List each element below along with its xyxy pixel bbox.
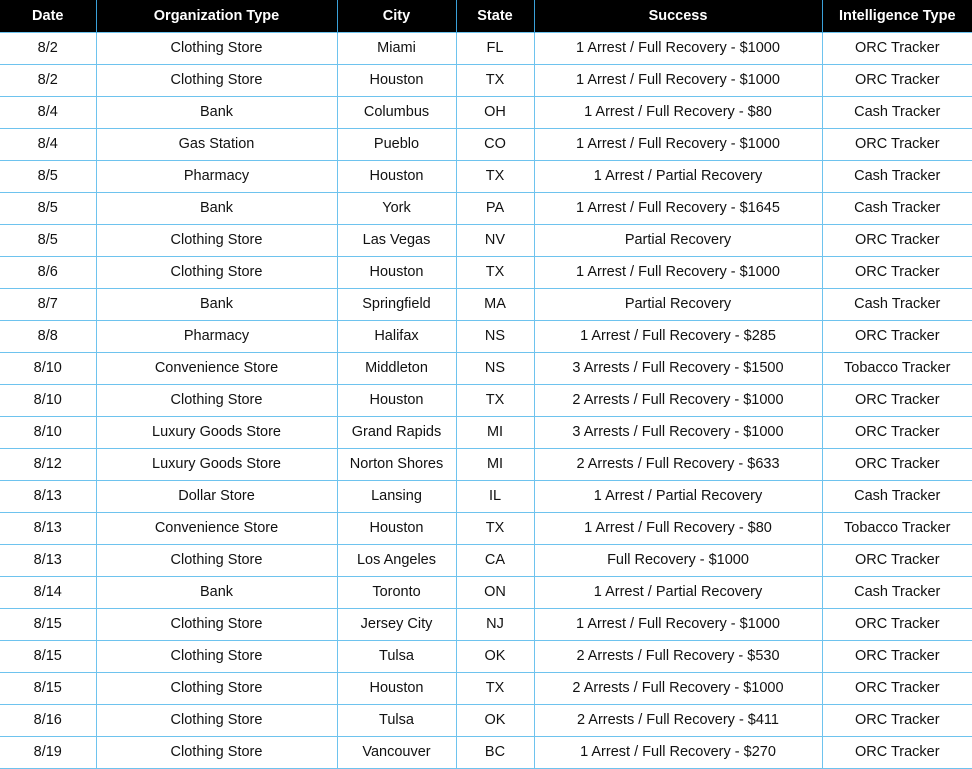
organization-type-cell: Bank [96, 576, 337, 608]
intelligence-type-cell: ORC Tracker [822, 416, 972, 448]
date-cell: 8/7 [0, 288, 96, 320]
table-row [0, 288, 972, 320]
organization-type-cell: Bank [96, 192, 337, 224]
state-cell: MA [456, 288, 534, 320]
organization-type-cell: Clothing Store [96, 32, 337, 64]
organization-type-cell: Clothing Store [96, 672, 337, 704]
table-row [0, 320, 972, 352]
city-cell: Columbus [337, 96, 456, 128]
intelligence-type-cell: ORC Tracker [822, 128, 972, 160]
header-row [0, 0, 972, 32]
city-cell: Pueblo [337, 128, 456, 160]
organization-type-cell: Bank [96, 288, 337, 320]
intelligence-type-cell: ORC Tracker [822, 384, 972, 416]
city-cell: Tulsa [337, 704, 456, 736]
organization-type-cell: Gas Station [96, 128, 337, 160]
success-cell: 1 Arrest / Full Recovery - $1645 [534, 192, 822, 224]
city-cell: Houston [337, 384, 456, 416]
date-cell: 8/16 [0, 704, 96, 736]
date-cell: 8/10 [0, 384, 96, 416]
intelligence-type-cell: Cash Tracker [822, 192, 972, 224]
organization-type-cell: Clothing Store [96, 384, 337, 416]
success-cell: 1 Arrest / Full Recovery - $1000 [534, 64, 822, 96]
organization-type-cell: Clothing Store [96, 64, 337, 96]
success-cell: 3 Arrests / Full Recovery - $1000 [534, 416, 822, 448]
city-cell: Lansing [337, 480, 456, 512]
intelligence-type-cell: ORC Tracker [822, 672, 972, 704]
date-cell: 8/14 [0, 576, 96, 608]
table-row [0, 96, 972, 128]
success-cell: 2 Arrests / Full Recovery - $530 [534, 640, 822, 672]
success-cell: Partial Recovery [534, 224, 822, 256]
state-cell: TX [456, 160, 534, 192]
success-cell: 1 Arrest / Partial Recovery [534, 160, 822, 192]
date-cell: 8/13 [0, 544, 96, 576]
success-cell: 1 Arrest / Full Recovery - $1000 [534, 608, 822, 640]
column-header-state: State [456, 0, 534, 32]
date-cell: 8/4 [0, 128, 96, 160]
column-header-success: Success [534, 0, 822, 32]
table-row [0, 352, 972, 384]
organization-type-cell: Clothing Store [96, 704, 337, 736]
intelligence-type-cell: Cash Tracker [822, 288, 972, 320]
date-cell: 8/19 [0, 736, 96, 768]
date-cell: 8/5 [0, 160, 96, 192]
table-row [0, 576, 972, 608]
success-cell: 2 Arrests / Full Recovery - $1000 [534, 672, 822, 704]
city-cell: Toronto [337, 576, 456, 608]
date-cell: 8/15 [0, 640, 96, 672]
state-cell: PA [456, 192, 534, 224]
city-cell: Houston [337, 160, 456, 192]
date-cell: 8/5 [0, 192, 96, 224]
success-cell: 1 Arrest / Partial Recovery [534, 576, 822, 608]
city-cell: Middleton [337, 352, 456, 384]
intelligence-type-cell: ORC Tracker [822, 640, 972, 672]
intelligence-type-cell: ORC Tracker [822, 64, 972, 96]
column-header-organization-type: Organization Type [96, 0, 337, 32]
date-cell: 8/5 [0, 224, 96, 256]
success-cell: 1 Arrest / Full Recovery - $1000 [534, 32, 822, 64]
state-cell: TX [456, 384, 534, 416]
success-cell: 2 Arrests / Full Recovery - $411 [534, 704, 822, 736]
success-cell: 1 Arrest / Full Recovery - $270 [534, 736, 822, 768]
state-cell: BC [456, 736, 534, 768]
state-cell: TX [456, 512, 534, 544]
table-row [0, 64, 972, 96]
table-row [0, 704, 972, 736]
table-row [0, 224, 972, 256]
table-row [0, 640, 972, 672]
organization-type-cell: Convenience Store [96, 352, 337, 384]
intelligence-type-cell: ORC Tracker [822, 224, 972, 256]
intelligence-type-cell: ORC Tracker [822, 320, 972, 352]
city-cell: Springfield [337, 288, 456, 320]
state-cell: CO [456, 128, 534, 160]
state-cell: CA [456, 544, 534, 576]
table-body [0, 32, 972, 768]
table-row [0, 128, 972, 160]
state-cell: OH [456, 96, 534, 128]
table-row [0, 480, 972, 512]
city-cell: Houston [337, 256, 456, 288]
table-row [0, 32, 972, 64]
success-cell: 1 Arrest / Partial Recovery [534, 480, 822, 512]
intelligence-type-cell: ORC Tracker [822, 32, 972, 64]
organization-type-cell: Clothing Store [96, 736, 337, 768]
state-cell: FL [456, 32, 534, 64]
table-row [0, 512, 972, 544]
organization-type-cell: Luxury Goods Store [96, 416, 337, 448]
city-cell: Jersey City [337, 608, 456, 640]
table-row [0, 192, 972, 224]
success-cell: Partial Recovery [534, 288, 822, 320]
city-cell: Norton Shores [337, 448, 456, 480]
city-cell: Miami [337, 32, 456, 64]
intelligence-type-cell: ORC Tracker [822, 544, 972, 576]
city-cell: Grand Rapids [337, 416, 456, 448]
state-cell: TX [456, 64, 534, 96]
column-header-intelligence-type: Intelligence Type [822, 0, 972, 32]
date-cell: 8/2 [0, 32, 96, 64]
intelligence-type-cell: ORC Tracker [822, 608, 972, 640]
state-cell: MI [456, 448, 534, 480]
table-row [0, 384, 972, 416]
organization-type-cell: Convenience Store [96, 512, 337, 544]
organization-type-cell: Luxury Goods Store [96, 448, 337, 480]
state-cell: IL [456, 480, 534, 512]
organization-type-cell: Pharmacy [96, 320, 337, 352]
organization-type-cell: Dollar Store [96, 480, 337, 512]
state-cell: NV [456, 224, 534, 256]
city-cell: Las Vegas [337, 224, 456, 256]
organization-type-cell: Bank [96, 96, 337, 128]
intelligence-type-cell: ORC Tracker [822, 704, 972, 736]
intelligence-type-cell: Cash Tracker [822, 480, 972, 512]
intelligence-type-cell: Tobacco Tracker [822, 352, 972, 384]
table-row [0, 544, 972, 576]
intelligence-type-cell: Cash Tracker [822, 576, 972, 608]
state-cell: ON [456, 576, 534, 608]
success-cell: 1 Arrest / Full Recovery - $80 [534, 512, 822, 544]
success-cell: 2 Arrests / Full Recovery - $1000 [534, 384, 822, 416]
column-header-date: Date [0, 0, 96, 32]
city-cell: York [337, 192, 456, 224]
table-header [0, 0, 972, 32]
state-cell: NS [456, 320, 534, 352]
success-cell: 1 Arrest / Full Recovery - $1000 [534, 128, 822, 160]
date-cell: 8/15 [0, 672, 96, 704]
organization-type-cell: Pharmacy [96, 160, 337, 192]
success-cell: Full Recovery - $1000 [534, 544, 822, 576]
success-cell: 1 Arrest / Full Recovery - $285 [534, 320, 822, 352]
table-row [0, 416, 972, 448]
organization-type-cell: Clothing Store [96, 224, 337, 256]
organization-type-cell: Clothing Store [96, 256, 337, 288]
date-cell: 8/4 [0, 96, 96, 128]
intelligence-type-cell: ORC Tracker [822, 256, 972, 288]
state-cell: NJ [456, 608, 534, 640]
intelligence-type-cell: Cash Tracker [822, 96, 972, 128]
column-header-city: City [337, 0, 456, 32]
success-cell: 1 Arrest / Full Recovery - $1000 [534, 256, 822, 288]
city-cell: Houston [337, 672, 456, 704]
state-cell: NS [456, 352, 534, 384]
date-cell: 8/15 [0, 608, 96, 640]
intelligence-type-cell: Cash Tracker [822, 160, 972, 192]
city-cell: Houston [337, 512, 456, 544]
city-cell: Halifax [337, 320, 456, 352]
state-cell: TX [456, 256, 534, 288]
table-row [0, 256, 972, 288]
success-cell: 2 Arrests / Full Recovery - $633 [534, 448, 822, 480]
table-row [0, 608, 972, 640]
date-cell: 8/6 [0, 256, 96, 288]
date-cell: 8/10 [0, 352, 96, 384]
date-cell: 8/2 [0, 64, 96, 96]
city-cell: Houston [337, 64, 456, 96]
intelligence-type-cell: ORC Tracker [822, 736, 972, 768]
table-row [0, 672, 972, 704]
city-cell: Vancouver [337, 736, 456, 768]
organization-type-cell: Clothing Store [96, 640, 337, 672]
success-cell: 3 Arrests / Full Recovery - $1500 [534, 352, 822, 384]
success-cell: 1 Arrest / Full Recovery - $80 [534, 96, 822, 128]
state-cell: OK [456, 640, 534, 672]
date-cell: 8/13 [0, 480, 96, 512]
city-cell: Tulsa [337, 640, 456, 672]
organization-type-cell: Clothing Store [96, 544, 337, 576]
city-cell: Los Angeles [337, 544, 456, 576]
intelligence-type-cell: ORC Tracker [822, 448, 972, 480]
state-cell: TX [456, 672, 534, 704]
date-cell: 8/13 [0, 512, 96, 544]
date-cell: 8/10 [0, 416, 96, 448]
table-row [0, 736, 972, 768]
date-cell: 8/12 [0, 448, 96, 480]
organization-type-cell: Clothing Store [96, 608, 337, 640]
table-row [0, 160, 972, 192]
intelligence-type-cell: Tobacco Tracker [822, 512, 972, 544]
table-row [0, 448, 972, 480]
date-cell: 8/8 [0, 320, 96, 352]
state-cell: OK [456, 704, 534, 736]
state-cell: MI [456, 416, 534, 448]
